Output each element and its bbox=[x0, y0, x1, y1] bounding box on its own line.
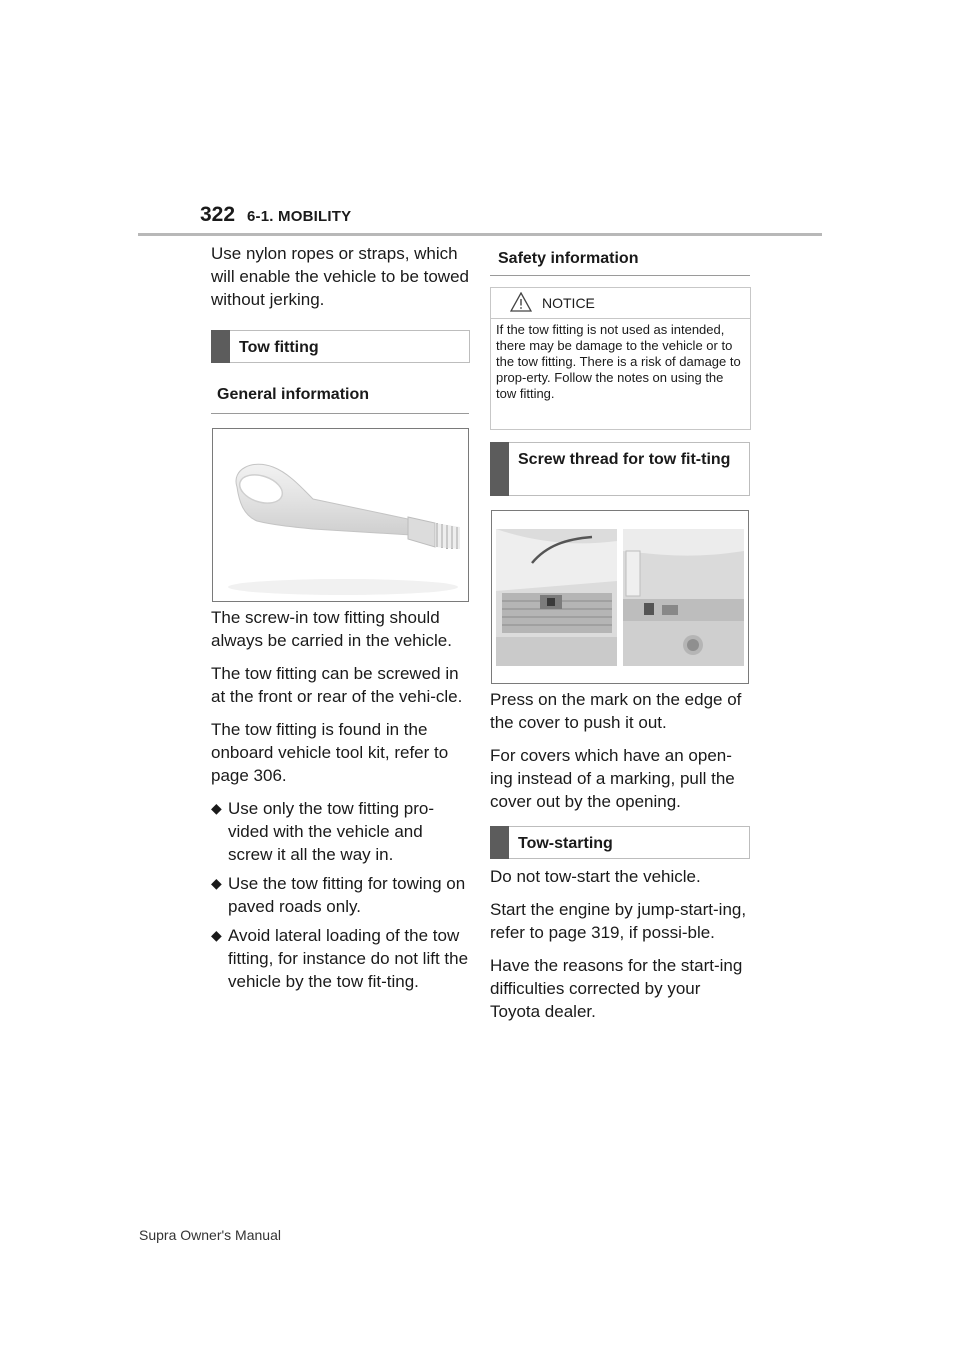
list-item bbox=[211, 872, 469, 918]
bullet-text: Use only the tow fitting pro-vided with the vehicle and screw it all the way in. bbox=[228, 799, 434, 864]
notice-text: If the tow fitting is not used as intended, there may be damage to the vehicle or to the tow fitting. There is a risk of damage to prop-erty. Follow the notes on using the tow fitting. bbox=[496, 322, 741, 401]
list-item bbox=[211, 924, 469, 993]
diamond-bullet-icon: ◆ bbox=[211, 927, 222, 943]
notice-title: NOTICE bbox=[542, 295, 595, 311]
safety-information-heading: Safety information bbox=[498, 250, 639, 267]
section-title: 6-1. MOBILITY bbox=[247, 208, 352, 225]
tow-fitting-illustration bbox=[212, 428, 469, 602]
warning-triangle-icon bbox=[510, 292, 532, 312]
right-body-text bbox=[490, 688, 750, 813]
tow-starting-heading: Tow-starting bbox=[518, 835, 613, 852]
general-information-heading: General information bbox=[217, 386, 370, 403]
carry-fitting-paragraph: The screw-in tow fitting should always be carried in the vehicle. bbox=[211, 608, 452, 650]
diamond-bullet-icon: ◆ bbox=[211, 875, 222, 891]
notice-header bbox=[491, 288, 750, 319]
tow-fitting-section-bar bbox=[211, 330, 470, 363]
notice-box bbox=[490, 287, 751, 430]
section-marker bbox=[490, 442, 509, 496]
no-tow-start-paragraph: Do not tow-start the vehicle. bbox=[490, 867, 701, 886]
screw-location-paragraph: The tow fitting can be screwed in at the front or rear of the vehi-cle. bbox=[211, 664, 463, 706]
page-number: 322 bbox=[200, 203, 236, 226]
bullet-text: Avoid lateral loading of the tow fitting, for instance do not lift the vehicle by the tow fit-ting. bbox=[228, 926, 469, 991]
press-mark-paragraph: Press on the mark on the edge of the cover to push it out. bbox=[490, 690, 742, 732]
tow-fitting-heading: Tow fitting bbox=[239, 339, 319, 356]
general-information-rule bbox=[211, 413, 469, 414]
tow-starting-section-bar bbox=[490, 826, 750, 859]
bumper-cover-illustration bbox=[491, 510, 749, 684]
dealer-paragraph: Have the reasons for the start-ing difficulties corrected by your Toyota dealer. bbox=[490, 956, 743, 1021]
header-divider bbox=[138, 233, 822, 236]
manual-title-footer: Supra Owner's Manual bbox=[139, 1227, 281, 1243]
jump-start-paragraph: Start the engine by jump-start-ing, refer to page 319, if possi-ble. bbox=[490, 900, 747, 942]
intro-text-block bbox=[211, 242, 469, 311]
section-marker bbox=[211, 330, 230, 363]
tow-fitting-icon bbox=[213, 429, 468, 601]
list-item bbox=[211, 797, 469, 866]
safety-information-rule bbox=[490, 275, 750, 276]
bumper-icon bbox=[492, 511, 748, 683]
screw-thread-heading: Screw thread for tow fit-ting bbox=[518, 451, 731, 468]
intro-paragraph: Use nylon ropes or straps, which will enable the vehicle to be towed without jerking. bbox=[211, 244, 469, 309]
tool-kit-paragraph: The tow fitting is found in the onboard vehicle tool kit, refer to page 306. bbox=[211, 720, 449, 785]
cover-opening-paragraph: For covers which have an open-ing instead of a marking, pull the cover out by the opening. bbox=[490, 746, 735, 811]
screw-thread-section-bar bbox=[490, 442, 750, 496]
section-marker bbox=[490, 826, 509, 859]
diamond-bullet-icon: ◆ bbox=[211, 800, 222, 816]
tow-starting-text bbox=[490, 865, 750, 1023]
usage-bullet-list bbox=[211, 797, 469, 993]
bullet-text: Use the tow fitting for towing on paved roads only. bbox=[228, 874, 466, 916]
left-body-text bbox=[211, 606, 469, 999]
